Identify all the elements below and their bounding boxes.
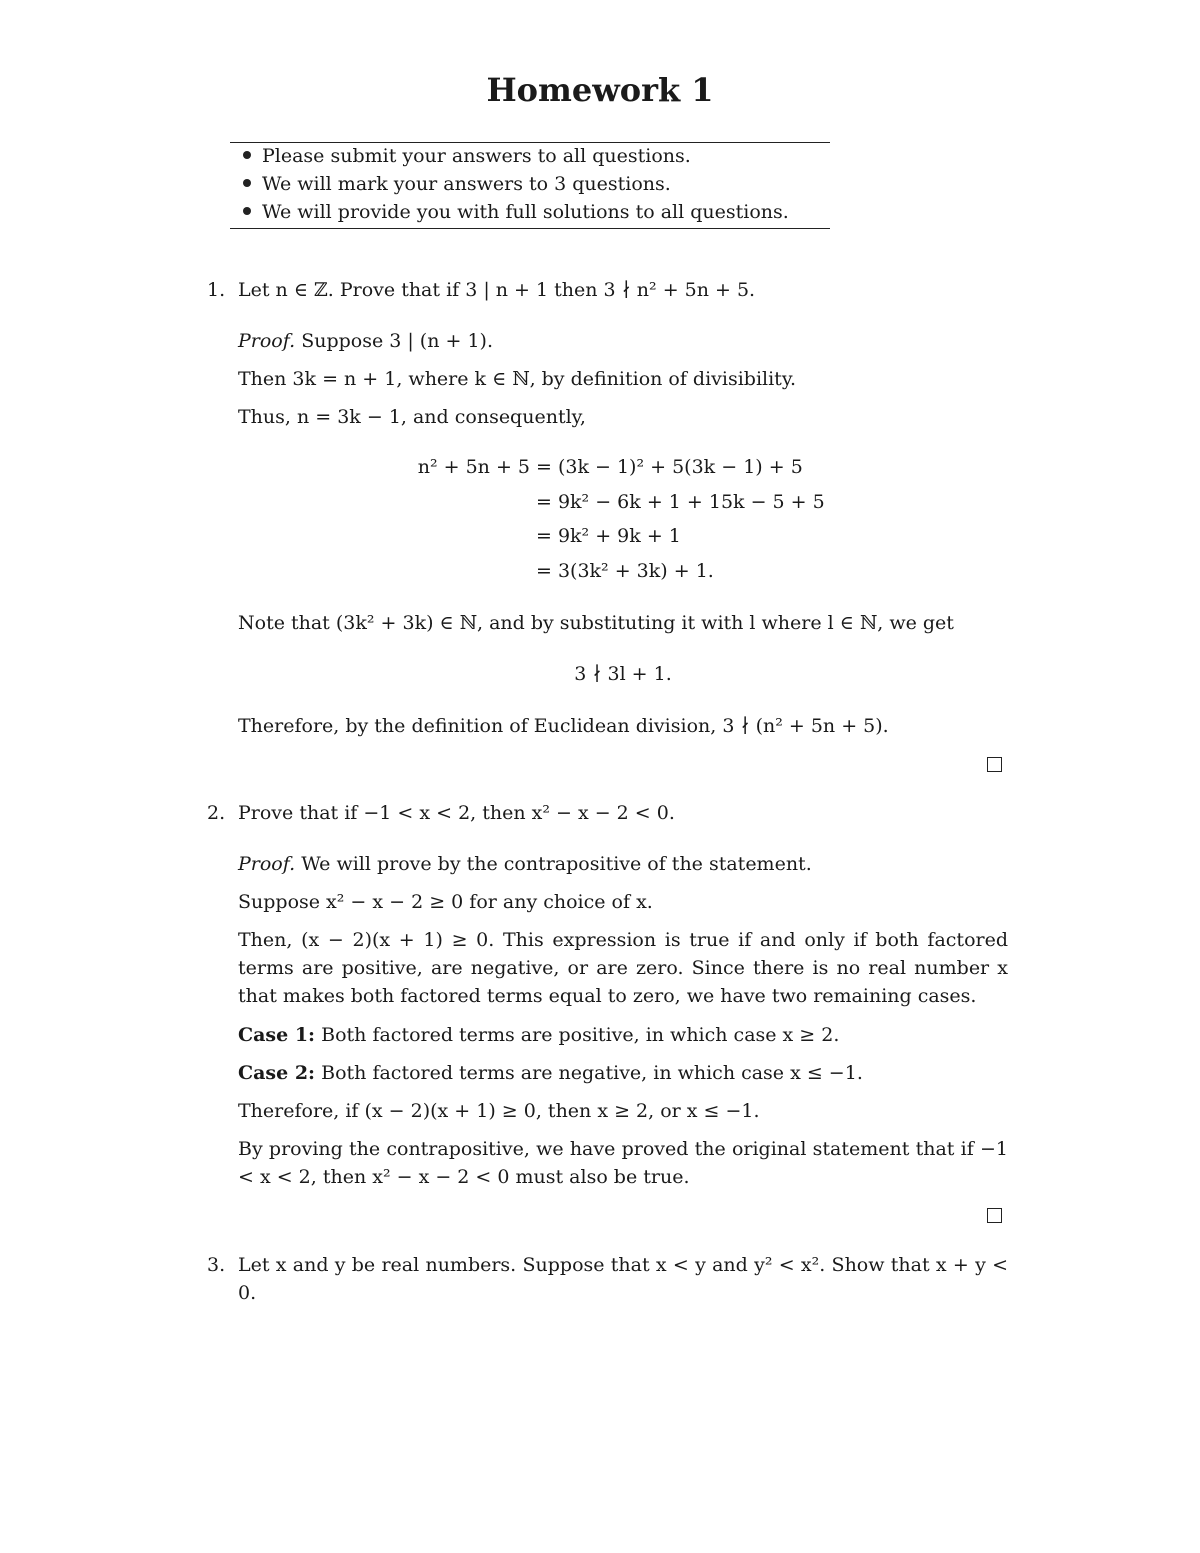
q2-case-2: Case 2: Both factored terms are negative, in which case x ≤ −1. bbox=[238, 1062, 863, 1084]
bullet-icon bbox=[243, 179, 251, 187]
q2-line-2: Suppose x² − x − 2 ≥ 0 for any choice of x. bbox=[238, 891, 653, 913]
q1-eq-lhs: n² + 5n + 5 bbox=[417, 456, 530, 478]
q1-eq-row-1: = (3k − 1)² + 5(3k − 1) + 5 bbox=[536, 456, 803, 478]
instruction-item: We will mark your answers to 3 questions. bbox=[243, 170, 843, 198]
bullet-icon bbox=[243, 207, 251, 215]
q2-case-1: Case 1: Both factored terms are positive, in which case x ≥ 2. bbox=[238, 1024, 840, 1046]
page-title: Homework 1 bbox=[486, 71, 714, 109]
q1-proof-label: Proof. bbox=[238, 330, 296, 352]
bullet-icon bbox=[243, 151, 251, 159]
q1-number: 1. bbox=[207, 279, 226, 301]
q3-statement: Let x and y be real numbers. Suppose that x < y and y² < x². Show that x + y < 0. bbox=[238, 1254, 1008, 1304]
q1-line-3: Thus, n = 3k − 1, and consequently, bbox=[238, 406, 586, 428]
q1-eq-row-4: = 3(3k² + 3k) + 1. bbox=[536, 560, 714, 582]
instruction-item: Please submit your answers to all questions. bbox=[243, 142, 843, 170]
q2-proof-start: Proof. We will prove by the contrapositive of the statement. bbox=[238, 853, 812, 875]
q2-paragraph: Then, (x − 2)(x + 1) ≥ 0. This expression is true if and only if both factored terms are positive, are negative, or are zero. Since there is no real number x that makes both factored terms equal to zero, we have two remaining cases. bbox=[238, 929, 1008, 1007]
q2-proof-label: Proof. bbox=[238, 853, 296, 875]
q2-statement: Prove that if −1 < x < 2, then x² − x − 2 < 0. bbox=[238, 802, 675, 824]
bottom-rule bbox=[230, 228, 830, 229]
q1-proof-start: Proof. Suppose 3 | (n + 1). bbox=[238, 330, 493, 352]
q1-statement: Let n ∈ ℤ. Prove that if 3 | n + 1 then 3 ∤ n² + 5n + 5. bbox=[238, 279, 756, 301]
q1-line-2: Then 3k = n + 1, where k ∈ ℕ, by definition of divisibility. bbox=[238, 368, 797, 390]
q1-eq-row-2: = 9k² − 6k + 1 + 15k − 5 + 5 bbox=[536, 491, 825, 513]
case-1-label: Case 1: bbox=[238, 1024, 316, 1046]
q1-centered-expr: 3 ∤ 3l + 1. bbox=[574, 663, 672, 685]
instruction-item: We will provide you with full solutions to all questions. bbox=[243, 198, 843, 226]
instructions-list bbox=[243, 142, 843, 226]
q2-therefore: Therefore, if (x − 2)(x + 1) ≥ 0, then x ≥ 2, or x ≤ −1. bbox=[238, 1100, 760, 1122]
case-2-label: Case 2: bbox=[238, 1062, 316, 1084]
q2-final-paragraph: By proving the contrapositive, we have proved the original statement that if −1 < x < 2, then x² − x − 2 < 0 must also be true. bbox=[238, 1138, 1008, 1188]
qed-square-icon bbox=[987, 757, 1002, 772]
q1-note: Note that (3k² + 3k) ∈ ℕ, and by substituting it with l where l ∈ ℕ, we get bbox=[238, 612, 954, 634]
q2-number: 2. bbox=[207, 802, 226, 824]
q3-number: 3. bbox=[207, 1254, 226, 1276]
q1-conclusion: Therefore, by the definition of Euclidean division, 3 ∤ (n² + 5n + 5). bbox=[238, 715, 889, 737]
qed-square-icon bbox=[987, 1208, 1002, 1223]
q1-eq-row-3: = 9k² + 9k + 1 bbox=[536, 525, 681, 547]
